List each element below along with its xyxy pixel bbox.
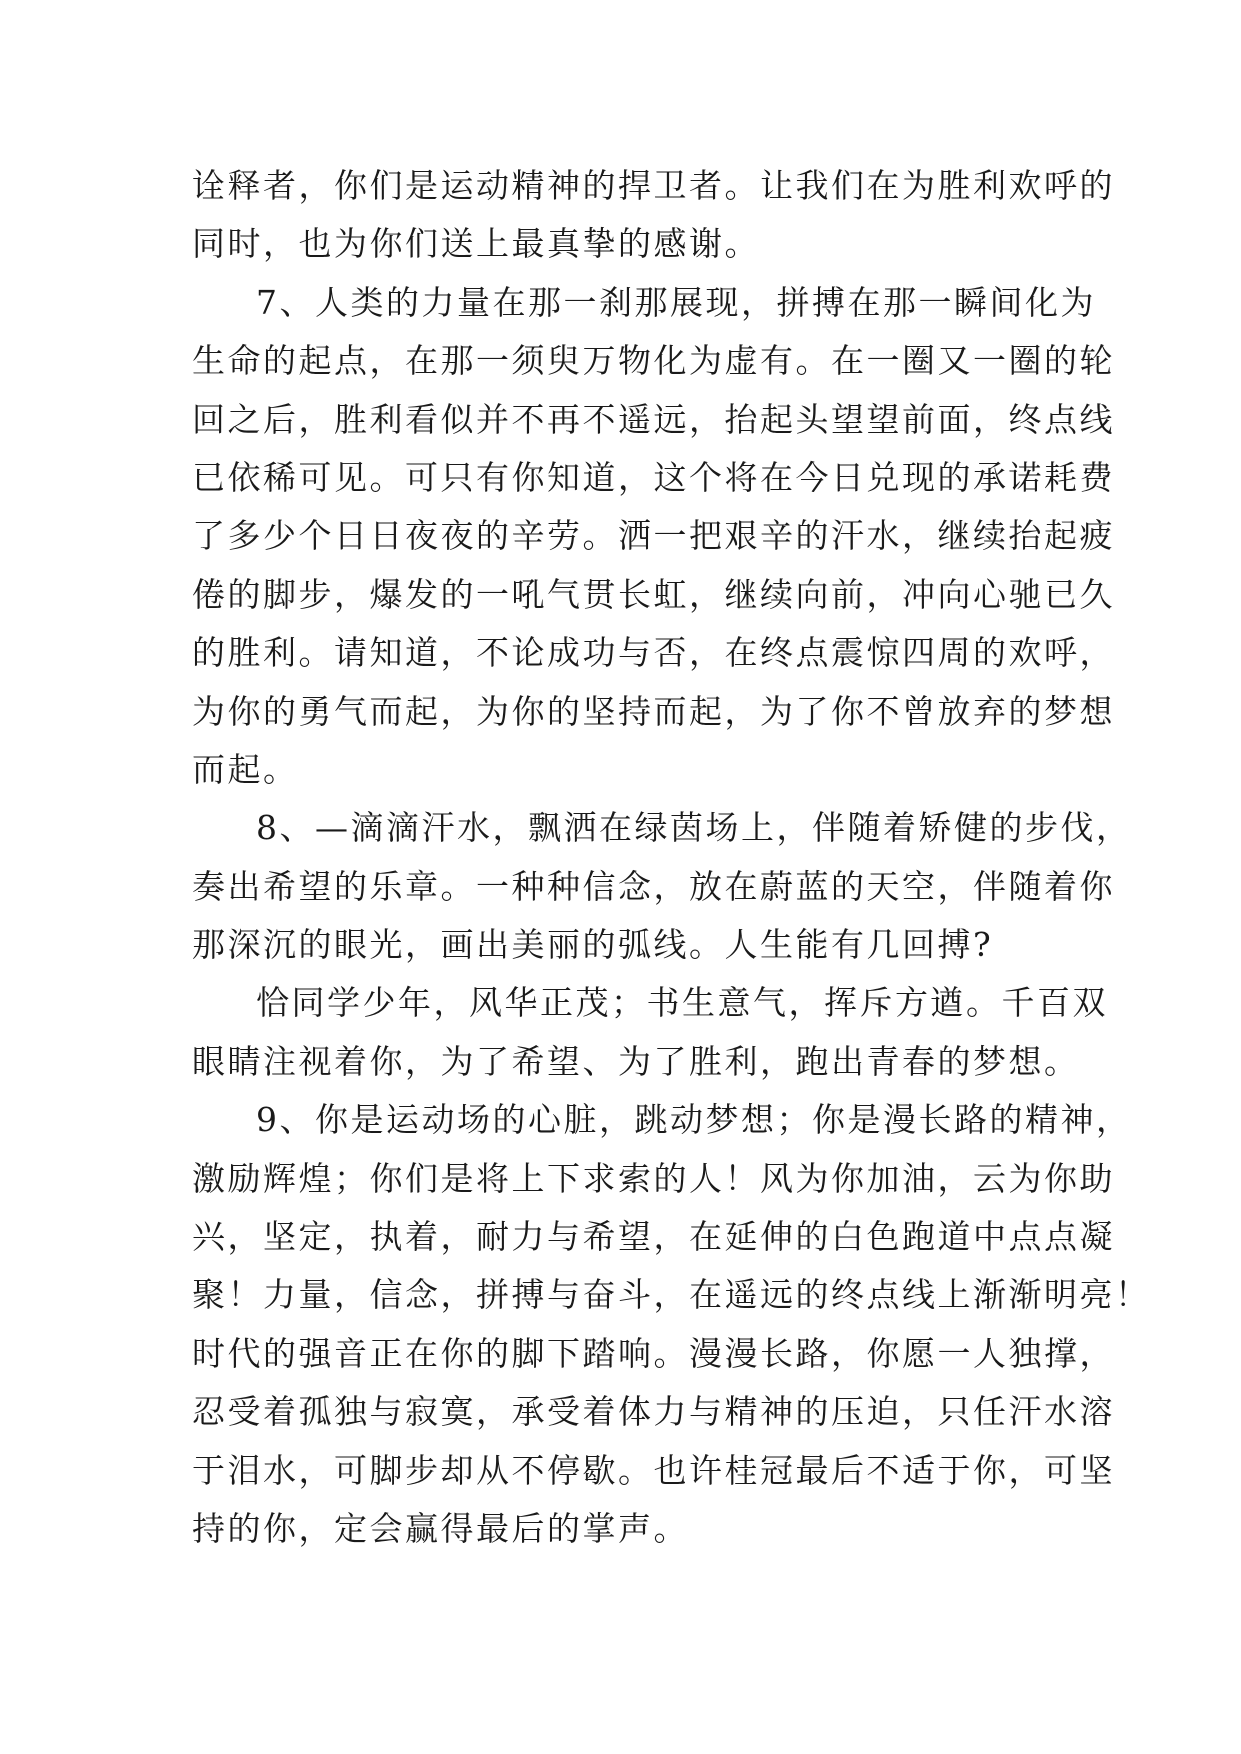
text-line: 那深沉的眼光，画出美丽的弧线。人生能有几回搏? [192, 925, 994, 965]
text-line: 而起。 [192, 749, 299, 789]
text-line: 于泪水，可脚步却从不停歇。也许桂冠最后不适于你，可坚 [192, 1450, 1115, 1490]
paragraph-start: 恰同学少年，风华正茂；书生意气，挥斥方遒。千百双 [256, 983, 1108, 1023]
text-line: 奏出希望的乐章。一种种信念，放在蔚蓝的天空，伴随着你 [192, 866, 1115, 906]
text-line: 时代的强音正在你的脚下踏响。漫漫长路，你愿一人独撑， [192, 1333, 1115, 1373]
text-line: 回之后，胜利看似并不再不遥远，抬起头望望前面，终点线 [192, 399, 1115, 439]
text-line: 为你的勇气而起，为你的坚持而起，为了你不曾放弃的梦想 [192, 691, 1115, 731]
paragraph-start-7: 7、人类的力量在那一刹那展现，拼搏在那一瞬间化为 [256, 282, 1096, 322]
text-line: 诠释者，你们是运动精神的捍卫者。让我们在为胜利欢呼的 [192, 166, 1115, 205]
text-line: 兴，坚定，执着，耐力与希望，在延伸的白色跑道中点点凝 [192, 1217, 1115, 1257]
paragraph-start-8: 8、—滴滴汗水，飘洒在绿茵场上，伴随着矫健的步伐， [256, 808, 1132, 848]
text-line: 激励辉煌；你们是将上下求索的人！风为你加油，云为你助 [192, 1158, 1115, 1198]
text-line: 眼睛注视着你，为了希望、为了胜利，跑出青春的梦想。 [192, 1041, 1080, 1081]
body-text [192, 157, 1151, 1558]
text-line: 同时，也为你们送上最真挚的感谢。 [192, 224, 760, 264]
text-line: 的胜利。请知道，不论成功与否，在终点震惊四周的欢呼， [192, 633, 1115, 673]
text-line: 倦的脚步，爆发的一吼气贯长虹，继续向前，冲向心驰已久 [192, 574, 1115, 614]
text-line: 了多少个日日夜夜的辛劳。洒一把艰辛的汗水，继续抬起疲 [192, 516, 1115, 556]
text-line: 生命的起点，在那一须臾万物化为虚有。在一圈又一圈的轮 [192, 341, 1115, 381]
text-line: 聚！力量，信念，拼搏与奋斗，在遥远的终点线上渐渐明亮！ [192, 1275, 1151, 1315]
text-line: 持的你，定会赢得最后的掌声。 [192, 1508, 689, 1548]
text-line: 忍受着孤独与寂寞，承受着体力与精神的压迫，只任汗水溶 [192, 1392, 1115, 1432]
paragraph-start-9: 9、你是运动场的心脏，跳动梦想；你是漫长路的精神， [256, 1100, 1132, 1140]
text-line: 已依稀可见。可只有你知道，这个将在今日兑现的承诺耗费 [192, 457, 1115, 497]
